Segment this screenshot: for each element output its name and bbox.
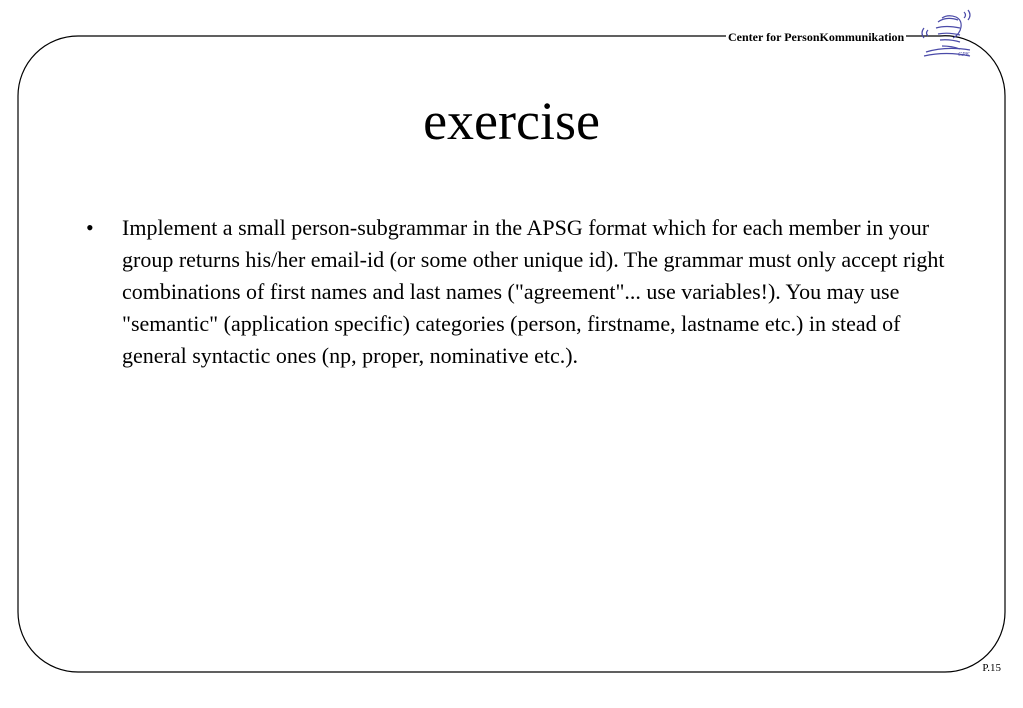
bullet-item: [86, 212, 946, 372]
bullet-text: Implement a small person-subgrammar in the APSG format which for each member in your group returns his/her email-id (or some other unique id). The grammar must only accept right combinations of first names and last names ("agreement"... use variables!). You may use "semantic" (application specific) categories (person, firstname, lastname etc.) in stead of general syntactic ones (np, proper, nominative etc.).: [122, 215, 945, 368]
organization-name: Center for PersonKommunikation: [728, 30, 905, 44]
bullet-list: [86, 212, 946, 372]
slide-title: exercise: [423, 91, 600, 151]
bullet-marker: •: [86, 215, 94, 240]
logo-text: CPK: [958, 52, 970, 58]
page-number: P.15: [982, 662, 1001, 674]
cpk-head-logo-icon: [920, 8, 980, 64]
